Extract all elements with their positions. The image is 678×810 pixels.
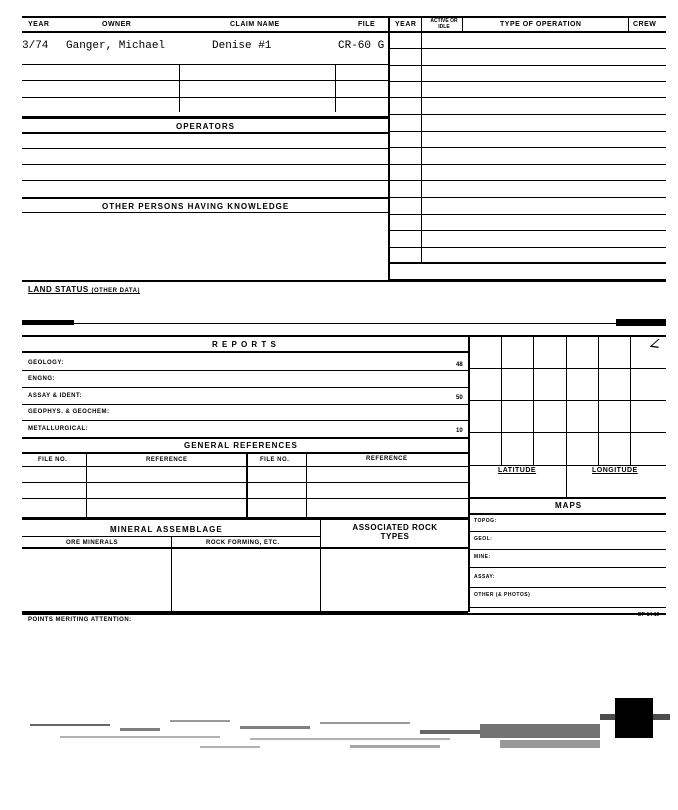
file-no-header: FILE NO. bbox=[260, 457, 290, 463]
report-code: 50 bbox=[456, 395, 463, 401]
row-line bbox=[390, 81, 666, 82]
column-line bbox=[335, 64, 336, 112]
year-header: YEAR bbox=[28, 21, 50, 28]
divider bbox=[22, 212, 388, 213]
row-line bbox=[390, 180, 666, 181]
points-meriting-attention-label: POINTS MERITING ATTENTION: bbox=[28, 617, 132, 623]
divider bbox=[390, 31, 666, 33]
row-line bbox=[390, 164, 666, 165]
row-line bbox=[390, 197, 666, 198]
row-line bbox=[390, 214, 666, 215]
longitude-label: LONGITUDE bbox=[592, 467, 638, 474]
claim-name: Denise #1 bbox=[212, 40, 272, 52]
report-code: 48 bbox=[456, 362, 463, 368]
map-geol: GEOL: bbox=[474, 536, 493, 542]
divider bbox=[22, 280, 666, 282]
divider bbox=[22, 31, 388, 33]
row-line bbox=[22, 466, 468, 467]
row-line bbox=[22, 164, 388, 165]
land-status-note: (OTHER DATA) bbox=[91, 288, 140, 294]
divider bbox=[22, 351, 468, 353]
other-persons-heading: OTHER PERSONS HAVING KNOWLEDGE bbox=[102, 202, 290, 211]
row-line bbox=[470, 587, 666, 588]
row-line bbox=[390, 65, 666, 66]
column-line bbox=[171, 537, 172, 612]
claim-owner: Ganger, Michael bbox=[66, 40, 166, 52]
handwritten-mark: ∠ bbox=[646, 333, 663, 354]
column-line bbox=[421, 16, 422, 264]
grid-line bbox=[501, 336, 502, 466]
grid-line bbox=[533, 336, 534, 466]
row-line bbox=[390, 230, 666, 231]
divider bbox=[22, 437, 468, 439]
latitude-label: LATITUDE bbox=[498, 467, 537, 474]
crew-header: CREW bbox=[633, 21, 657, 28]
divider bbox=[22, 116, 388, 119]
scan-mark bbox=[616, 319, 666, 326]
grid-line bbox=[566, 336, 567, 498]
reference-header: REFERENCE bbox=[366, 456, 408, 462]
report-engng: ENGNG: bbox=[28, 376, 55, 382]
column-line bbox=[179, 64, 180, 112]
row-line bbox=[22, 387, 468, 388]
associated-rock-types-heading: ASSOCIATED ROCK TYPES bbox=[352, 523, 438, 541]
row-line bbox=[390, 48, 666, 49]
report-assay: ASSAY & IDENT: bbox=[28, 393, 83, 399]
file-header: FILE bbox=[358, 21, 376, 28]
row-line bbox=[470, 607, 666, 608]
file-no-header: FILE NO. bbox=[38, 457, 68, 463]
type-of-operation-header: TYPE OF OPERATION bbox=[500, 21, 582, 28]
row-line bbox=[22, 370, 468, 371]
claim-file: CR-60 G bbox=[338, 40, 385, 52]
grid-line bbox=[470, 368, 666, 369]
report-geology: GEOLOGY: bbox=[28, 360, 64, 366]
row-line bbox=[390, 147, 666, 148]
divider bbox=[470, 513, 666, 515]
column-line bbox=[468, 335, 470, 612]
report-geophys: GEOPHYS. & GEOCHEM: bbox=[28, 409, 110, 415]
divider bbox=[470, 335, 666, 337]
row-line bbox=[22, 97, 388, 98]
divider bbox=[22, 547, 468, 549]
map-mine: MINE: bbox=[474, 554, 491, 560]
grid-line bbox=[470, 465, 666, 466]
divider bbox=[22, 335, 468, 337]
claim-name-header: CLAIM NAME bbox=[230, 21, 280, 28]
column-line bbox=[462, 16, 463, 32]
row-line bbox=[22, 404, 468, 405]
divider bbox=[22, 517, 468, 520]
map-assay: ASSAY: bbox=[474, 574, 496, 580]
divider bbox=[22, 613, 666, 615]
row-line bbox=[22, 498, 468, 499]
row-line bbox=[22, 80, 388, 81]
maps-heading: MAPS bbox=[555, 501, 583, 510]
main-column-divider bbox=[388, 16, 390, 280]
op-year-header: YEAR bbox=[395, 21, 417, 28]
grid-line bbox=[598, 336, 599, 466]
scan-mark bbox=[22, 320, 74, 325]
column-line bbox=[628, 16, 629, 32]
row-line bbox=[470, 567, 666, 568]
scan-noise bbox=[0, 690, 678, 770]
active-idle-header: ACTIVE OR IDLE bbox=[430, 18, 458, 30]
row-line bbox=[22, 148, 388, 149]
divider bbox=[470, 497, 666, 499]
row-line bbox=[390, 114, 666, 115]
column-line bbox=[246, 452, 248, 518]
grid-line bbox=[470, 400, 666, 401]
report-metallurgical: METALLURGICAL: bbox=[28, 426, 89, 432]
divider bbox=[22, 452, 468, 454]
column-line bbox=[320, 519, 321, 612]
reference-header: REFERENCE bbox=[146, 457, 188, 463]
form-code: DP-14-19 bbox=[638, 612, 660, 618]
map-other: OTHER (& PHOTOS) bbox=[474, 592, 531, 598]
row-line bbox=[22, 180, 388, 181]
row-line bbox=[22, 482, 468, 483]
row-line bbox=[470, 549, 666, 550]
divider bbox=[22, 197, 388, 199]
owner-header: OWNER bbox=[102, 21, 132, 28]
claim-year: 3/74 bbox=[22, 40, 49, 52]
map-topog: TOPOG: bbox=[474, 518, 497, 524]
row-line bbox=[22, 420, 468, 421]
column-line bbox=[306, 452, 307, 518]
mineral-assemblage-heading: MINERAL ASSEMBLAGE bbox=[110, 525, 223, 534]
row-line bbox=[22, 64, 388, 65]
row-line bbox=[390, 262, 666, 264]
column-line bbox=[86, 452, 87, 518]
ore-minerals-header: ORE MINERALS bbox=[66, 540, 119, 546]
divider bbox=[22, 16, 388, 18]
operators-heading: OPERATORS bbox=[176, 122, 235, 131]
row-line bbox=[390, 247, 666, 248]
row-line bbox=[390, 97, 666, 98]
grid-line bbox=[470, 432, 666, 433]
general-references-heading: GENERAL REFERENCES bbox=[184, 441, 298, 450]
land-status-heading: LAND STATUS bbox=[28, 285, 89, 294]
rock-forming-header: ROCK FORMING, ETC. bbox=[206, 540, 280, 546]
row-line bbox=[470, 531, 666, 532]
reports-heading: R E P O R T S bbox=[212, 340, 277, 349]
row-line bbox=[390, 131, 666, 132]
row-line bbox=[22, 323, 666, 324]
divider bbox=[22, 132, 388, 134]
grid-line bbox=[630, 336, 631, 466]
report-code: 10 bbox=[456, 428, 463, 434]
